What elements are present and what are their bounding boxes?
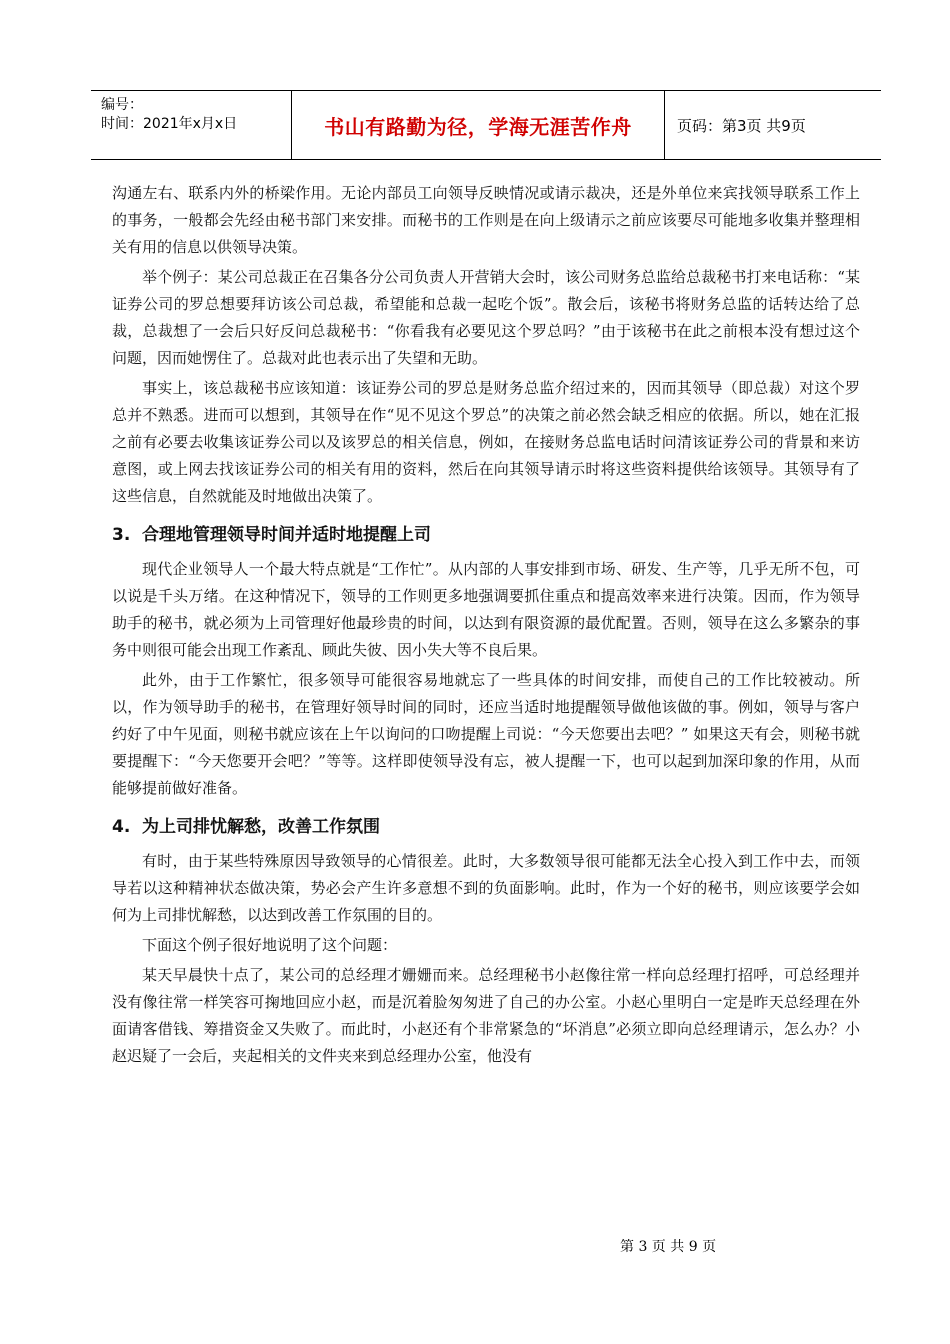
paragraph: 下面这个例子很好地说明了这个问题： <box>142 936 398 954</box>
paragraph: 举个例子：某公司总裁正在召集各分公司负责人开营销大会时，该公司财务总监给总裁秘书打来电话称：“某证券公司的罗总想要拜访该公司总裁，希望能和总裁一起吃个饭”。散会后，该秘书将财务总监的话转达给了总裁，总裁想了一会后只好反问总裁秘书：“你看我有必要见这个罗总吗？”由于该秘书在此之前根本没有想过这个问题，因而她愣住了。总裁对此也表示出了失望和无助。 <box>112 268 860 367</box>
header-meta-cell <box>91 91 292 159</box>
section-heading-3 <box>112 522 860 548</box>
section-title: 合理地管理领导时间并适时地提醒上司 <box>142 525 431 545</box>
document-header <box>91 90 881 160</box>
section-number: 4. <box>112 817 131 837</box>
number-label: 编号： <box>101 97 143 113</box>
section-title: 为上司排忧解愁，改善工作氛围 <box>142 817 380 837</box>
section-heading-4 <box>112 814 860 840</box>
header-motto: 书山有路勤为径，学海无涯苦作舟 <box>292 91 665 159</box>
document-body <box>112 180 860 1073</box>
section-number: 3. <box>112 525 131 545</box>
header-page-info: 页码：第3页 共9页 <box>677 116 806 135</box>
paragraph: 此外，由于工作繁忙，很多领导可能很容易地就忘了一些具体的时间安排，而使自己的工作比较被动。所以，作为领导助手的秘书，在管理好领导时间的同时，还应当适时地提醒领导做他该做的事。例如，领导与客户约好了中午见面，则秘书就应该在上午以询问的口吻提醒上司说：“今天您要出去吧？” 如果这天有会，则秘书就要提醒下：“今天您要开会吧？”等等。这样即使领导没有忘，被人提醒一下，也可以起到加深印象的作用，从而能够提前做好准备。 <box>112 671 860 797</box>
paragraph: 现代企业领导人一个最大特点就是“工作忙”。从内部的人事安排到市场、研发、生产等，几乎无所不包，可以说是千头万绪。在这种情况下，领导的工作则更多地强调要抓住重点和提高效率来进行决策。因而，作为领导助手的秘书，就必须为上司管理好他最珍贵的时间，以达到有限资源的最优配置。否则，领导在这么多繁杂的事务中则很可能会出现工作紊乱、顾此失彼、因小失大等不良后果。 <box>112 560 860 659</box>
paragraph: 沟通左右、联系内外的桥梁作用。无论内部员工向领导反映情况或请示裁决，还是外单位来宾找领导联系工作上的事务，一般都会先经由秘书部门来安排。而秘书的工作则是在向上级请示之前应该要尽可能地多收集并整理相关有用的信息以供领导决策。 <box>112 184 860 256</box>
paragraph: 事实上，该总裁秘书应该知道：该证券公司的罗总是财务总监介绍过来的，因而其领导（即总裁）对这个罗总并不熟悉。进而可以想到，其领导在作“见不见这个罗总”的决策之前必然会缺乏相应的依据。所以，她在汇报之前有必要去收集该证券公司以及该罗总的相关信息，例如，在接财务总监电话时问清该证券公司的背景和来访意图，或上网去找该证券公司的相关有用的资料，然后在向其领导请示时将这些资料提供给该领导。其领导有了这些信息，自然就能及时地做出决策了。 <box>112 379 860 505</box>
time-label: 时间：2021年x月x日 <box>101 116 238 132</box>
paragraph: 某天早晨快十点了，某公司的总经理才姗姗而来。总经理秘书小赵像往常一样向总经理打招呼，可总经理并没有像往常一样笑容可掬地回应小赵，而是沉着脸匆匆进了自己的办公室。小赵心里明白一定是昨天总经理在外面请客借钱、筹措资金又失败了。而此时，小赵还有个非常紧急的“坏消息”必须立即向总经理请示，怎么办？小赵迟疑了一会后，夹起相关的文件夹来到总经理办公室，他没有 <box>112 966 860 1065</box>
page-footer: 第 3 页 共 9 页 <box>620 1239 717 1255</box>
paragraph: 有时，由于某些特殊原因导致领导的心情很差。此时，大多数领导很可能都无法全心投入到工作中去，而领导若以这种精神状态做决策，势必会产生许多意想不到的负面影响。此时，作为一个好的秘书，则应该要学会如何为上司排忧解愁，以达到改善工作氛围的目的。 <box>112 852 860 924</box>
